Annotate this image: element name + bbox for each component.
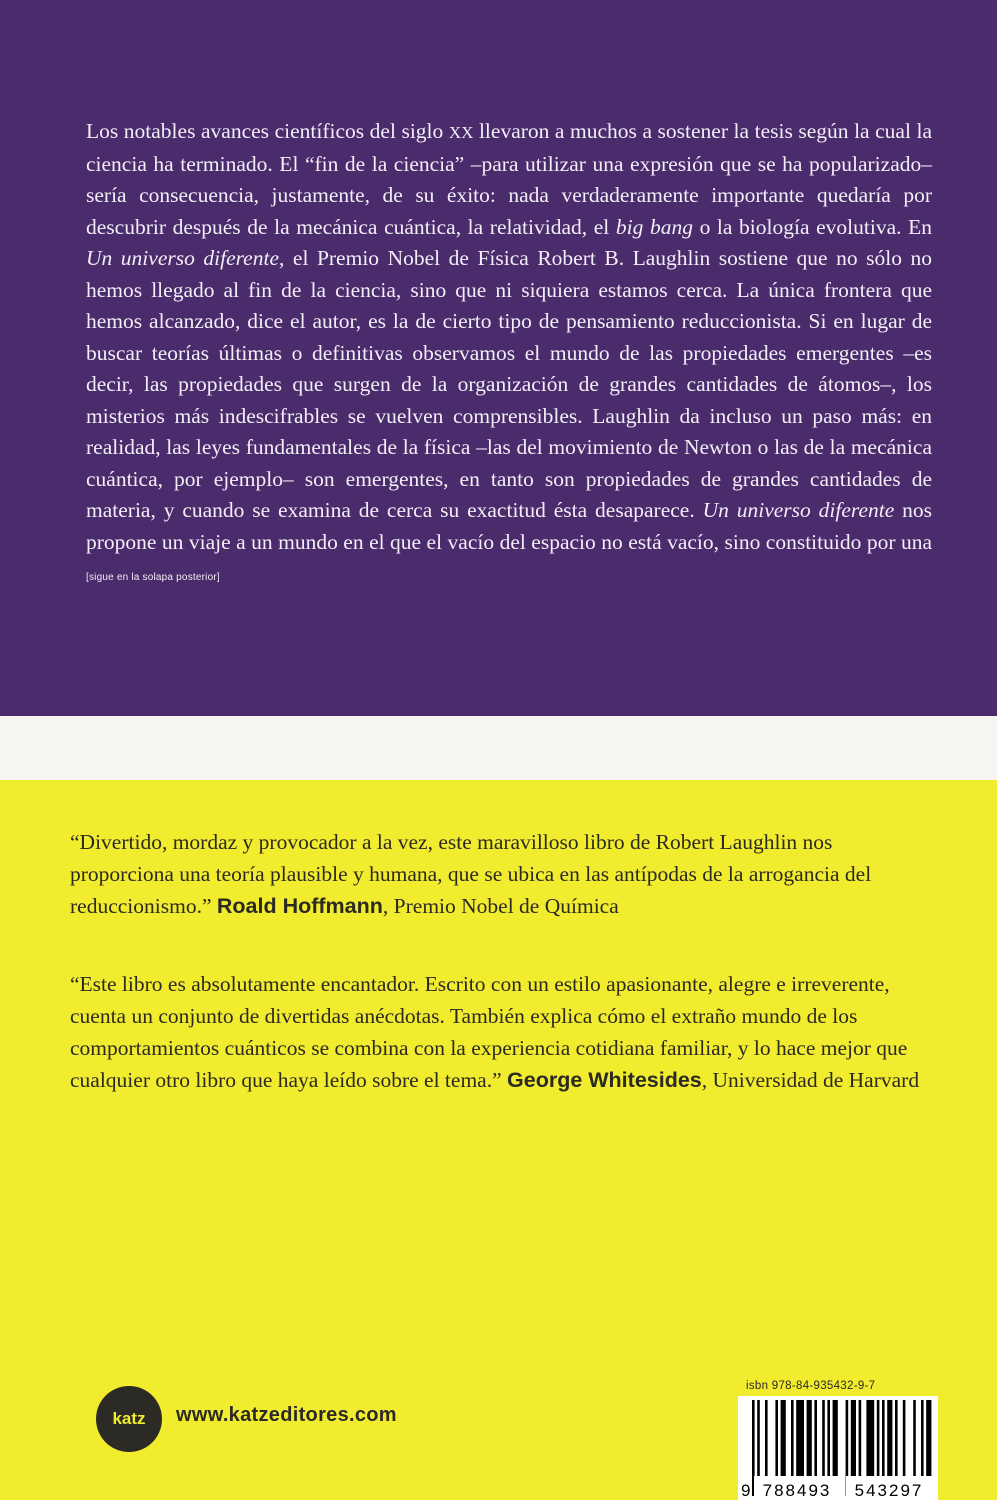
back-cover-blurb: [86, 116, 932, 594]
katz-logo: [96, 1386, 162, 1452]
quote-author: Roald Hoffmann: [216, 894, 383, 918]
blurb-book-title: Un universo diferente: [702, 498, 895, 522]
blurb-text: o la biología evolutiva. En: [692, 214, 932, 239]
quote-author: George Whitesides: [507, 1068, 702, 1092]
continued-note: [sigue en la solapa posterior]: [86, 572, 220, 583]
blurb-italic-bigbang: big bang: [615, 214, 693, 239]
publisher-website[interactable]: www.katzeditores.com: [176, 1404, 397, 1426]
barcode-graphic: [738, 1396, 938, 1500]
barcode-digit-prefix: 9: [741, 1481, 751, 1500]
quote-whitesides: [70, 968, 940, 1096]
barcode: [738, 1396, 938, 1500]
blurb-text: nos propone un viaje a un mundo en el que el vacío del espacio no está vacío, sino constituido por una: [86, 498, 933, 554]
logo-text: katz: [112, 1409, 146, 1428]
quote-affiliation: , Universidad de Harvard: [701, 1068, 920, 1092]
white-band: [0, 716, 997, 780]
blurb-book-title: Un universo diferente: [86, 246, 279, 270]
quote-text: “Divertido, mordaz y provocador a la vez, este maravilloso libro de Robert Laughlin nos proporciona una teoría plausible y humana, que se ubica en las antípodas de la arrogancia del reduccionismo.”: [70, 830, 872, 918]
barcode-digits-right: 543297: [854, 1481, 924, 1500]
purple-panel: [0, 0, 997, 716]
blurb-text: Los notables avances científicos del siglo: [86, 119, 449, 143]
blurb-text: , el Premio Nobel de Física Robert B. Laughlin sostiene que no sólo no hemos llegado al fin de la ciencia, sino que ni siquiera estamos cerca. La única frontera que hemos alcanzado, dice el autor, es la de cierto tipo de pensamiento reduccionista. Si en lugar de buscar teorías últimas o definitivas observamos el mundo de las propiedades emergentes –es decir, las propiedades que surgen de la organización de grandes cantidades de átomos–, los misterios más indescifrables se vuelven comprensibles. Laughlin da incluso un paso más: en realidad, las leyes fundamentales de la física –las del movimiento de Newton o las de la mecánica cuántica, por ejemplo– son emergentes, en tanto son propiedades de grandes cantidades de materia, y cuando se examina de cerca su exactitud ésta desaparece.: [86, 246, 933, 522]
barcode-digits-left: 788493: [762, 1481, 832, 1500]
blurb-century: XX: [448, 123, 474, 142]
quote-affiliation: , Premio Nobel de Química: [382, 894, 619, 918]
isbn-label: isbn 978-84-935432-9-7: [746, 1380, 876, 1392]
quote-hoffmann: [70, 826, 940, 922]
quote-text: “Este libro es absolutamente encantador. Escrito con un estilo apasionante, alegre e irreverente, cuenta un conjunto de divertidas anécdotas. También explica cómo el extraño mundo de los comportamientos cuánticos se combina con la experiencia cotidiana familiar, y lo hace mejor que cualquier otro libro que haya leído sobre el tema.”: [70, 972, 908, 1092]
blurb-text: llevaron a muchos a sostener la tesis según la cual la ciencia ha terminado. El “fin de la ciencia” –para utilizar una expresión que se ha popularizado– sería consecuencia, justamente, de su éxito: nada verdaderamente importante quedaría por descubrir después de la mecánica cuántica, la relatividad, el: [86, 119, 932, 239]
